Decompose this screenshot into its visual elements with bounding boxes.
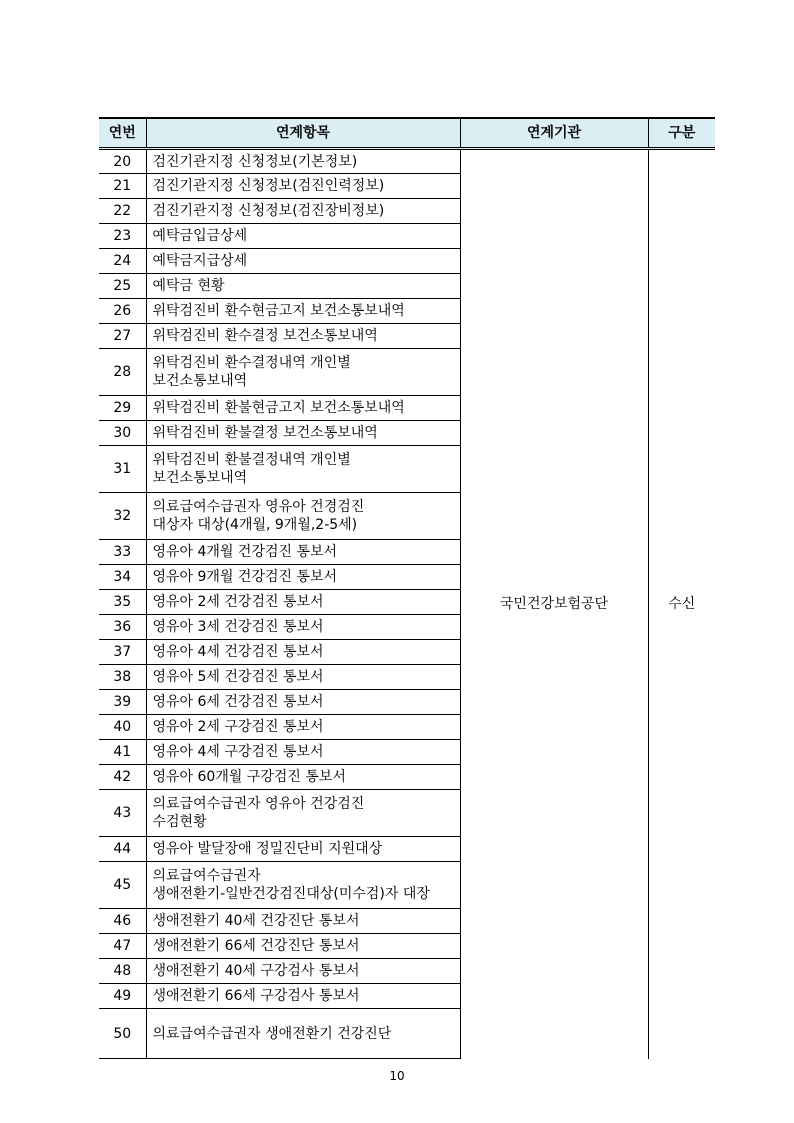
row-number: 45 xyxy=(99,862,146,909)
row-item xyxy=(146,862,460,909)
row-item xyxy=(146,149,460,174)
row-number: 27 xyxy=(99,324,146,349)
row-number: 42 xyxy=(99,765,146,790)
row-number: 23 xyxy=(99,224,146,249)
row-number: 33 xyxy=(99,540,146,565)
row-number: 43 xyxy=(99,790,146,837)
row-number: 36 xyxy=(99,615,146,640)
row-item-line: 의료급여수급권자 xyxy=(152,868,261,884)
row-number: 24 xyxy=(99,249,146,274)
row-item-line: 검진기관지정 신청정보(검진인력정보) xyxy=(152,178,385,194)
row-item xyxy=(146,249,460,274)
row-item xyxy=(146,324,460,349)
row-item-line: 생애전환기 66세 건강진단 통보서 xyxy=(152,938,360,954)
row-item xyxy=(146,690,460,715)
row-item-line: 영유아 9개월 건강검진 통보서 xyxy=(152,569,338,585)
row-item xyxy=(146,174,460,199)
row-item xyxy=(146,934,460,959)
header-item: 연계항목 xyxy=(146,118,460,149)
row-item-line: 영유아 2세 건강검진 통보서 xyxy=(152,594,324,610)
agency-cell: 국민건강보험공단 xyxy=(460,149,648,1059)
row-item xyxy=(146,909,460,934)
row-item xyxy=(146,224,460,249)
row-item-line: 위탁검진비 환수결정 보건소통보내역 xyxy=(152,328,378,344)
row-item xyxy=(146,1009,460,1059)
table-body xyxy=(99,149,715,1059)
row-item-line: 생애전환기 66세 구강검사 통보서 xyxy=(152,988,360,1004)
row-item xyxy=(146,790,460,837)
header-agency: 연계기관 xyxy=(460,118,648,149)
row-item-line: 위탁검진비 환불결정내역 개인별 xyxy=(152,452,351,468)
row-item xyxy=(146,349,460,396)
row-item xyxy=(146,590,460,615)
row-number: 20 xyxy=(113,153,132,170)
row-number: 38 xyxy=(99,665,146,690)
row-number: 32 xyxy=(99,493,146,540)
row-item-line: 영유아 발달장애 정밀진단비 지원대상 xyxy=(152,841,383,857)
row-item-line: 검진기관지정 신청정보(기본정보) xyxy=(152,153,358,170)
row-item-line: 생애전환기 40세 건강진단 통보서 xyxy=(152,913,360,929)
row-number: 37 xyxy=(99,640,146,665)
row-item xyxy=(146,984,460,1009)
row-item xyxy=(146,959,460,984)
row-number: 34 xyxy=(99,565,146,590)
row-number: 22 xyxy=(99,199,146,224)
row-number: 48 xyxy=(99,959,146,984)
row-number: 35 xyxy=(99,590,146,615)
row-item xyxy=(146,615,460,640)
header-category: 구분 xyxy=(648,118,715,149)
row-item xyxy=(146,765,460,790)
row-number: 50 xyxy=(99,1009,146,1059)
table-row xyxy=(99,149,715,174)
row-item-line: 의료급여수급권자 생애전환기 건강진단 xyxy=(152,1025,392,1042)
row-item-line: 생애전환기 40세 구강검사 통보서 xyxy=(152,963,360,979)
row-number: 46 xyxy=(99,909,146,934)
row-item-line: 영유아 6세 건강검진 통보서 xyxy=(152,694,324,710)
table-header-row xyxy=(99,118,715,149)
row-item xyxy=(146,715,460,740)
row-item-line-2: 생애전환기-일반건강검진대상(미수검)자 대장 xyxy=(152,886,430,902)
row-item xyxy=(146,540,460,565)
row-number: 25 xyxy=(99,274,146,299)
row-number: 41 xyxy=(99,740,146,765)
row-item xyxy=(146,740,460,765)
row-item-line-2: 대상자 대상(4개월, 9개월,2-5세) xyxy=(152,517,358,533)
row-number: 31 xyxy=(99,446,146,493)
row-item-line: 영유아 2세 구강검진 통보서 xyxy=(152,719,324,735)
row-item xyxy=(146,446,460,493)
row-number: 44 xyxy=(99,837,146,862)
page-number: 10 xyxy=(389,1069,405,1083)
row-item-line: 위탁검진비 환수현금고지 보건소통보내역 xyxy=(152,303,405,319)
row-item-line: 의료급여수급권자 영유아 건강검진 xyxy=(152,796,365,812)
row-item xyxy=(146,493,460,540)
category-cell: 수신 xyxy=(648,149,715,1059)
row-number: 40 xyxy=(99,715,146,740)
row-item-line: 영유아 4개월 건강검진 통보서 xyxy=(152,544,338,560)
row-item-line: 위탁검진비 환수결정내역 개인별 xyxy=(152,355,351,371)
row-number: 49 xyxy=(99,984,146,1009)
row-item-line-2: 보건소통보내역 xyxy=(152,470,248,486)
row-item-line: 예탁금입금상세 xyxy=(152,228,248,244)
row-item xyxy=(146,274,460,299)
row-item xyxy=(146,837,460,862)
row-number: 21 xyxy=(99,174,146,199)
row-item-line: 영유아 4세 건강검진 통보서 xyxy=(152,644,324,660)
row-item-line: 위탁검진비 환불현금고지 보건소통보내역 xyxy=(152,400,405,416)
row-number: 26 xyxy=(99,299,146,324)
row-number: 28 xyxy=(99,349,146,396)
row-item-line: 영유아 60개월 구강검진 통보서 xyxy=(152,769,346,785)
row-item-line-2: 수검현황 xyxy=(152,814,207,830)
linkage-table xyxy=(99,117,715,1059)
row-number: 39 xyxy=(99,690,146,715)
row-number: 30 xyxy=(99,421,146,446)
row-item-line: 영유아 5세 건강검진 통보서 xyxy=(152,669,324,685)
row-item xyxy=(146,421,460,446)
row-item xyxy=(146,640,460,665)
row-item xyxy=(146,396,460,421)
row-item-line: 예탁금 현황 xyxy=(152,278,225,294)
row-item xyxy=(146,665,460,690)
row-item-line: 위탁검진비 환불결정 보건소통보내역 xyxy=(152,425,378,441)
row-item-line-2: 보건소통보내역 xyxy=(152,373,248,389)
header-no: 연번 xyxy=(99,118,146,149)
row-item-line: 검진기관지정 신청정보(검진장비정보) xyxy=(152,203,385,219)
row-number: 29 xyxy=(99,396,146,421)
row-item xyxy=(146,565,460,590)
row-item xyxy=(146,199,460,224)
row-number: 47 xyxy=(99,934,146,959)
row-item xyxy=(146,299,460,324)
row-item-line: 예탁금지급상세 xyxy=(152,253,248,269)
row-item-line: 영유아 4세 구강검진 통보서 xyxy=(152,744,324,760)
row-item-line: 의료급여수급권자 영유아 건경검진 xyxy=(152,499,365,515)
row-item-line: 영유아 3세 건강검진 통보서 xyxy=(152,619,324,635)
